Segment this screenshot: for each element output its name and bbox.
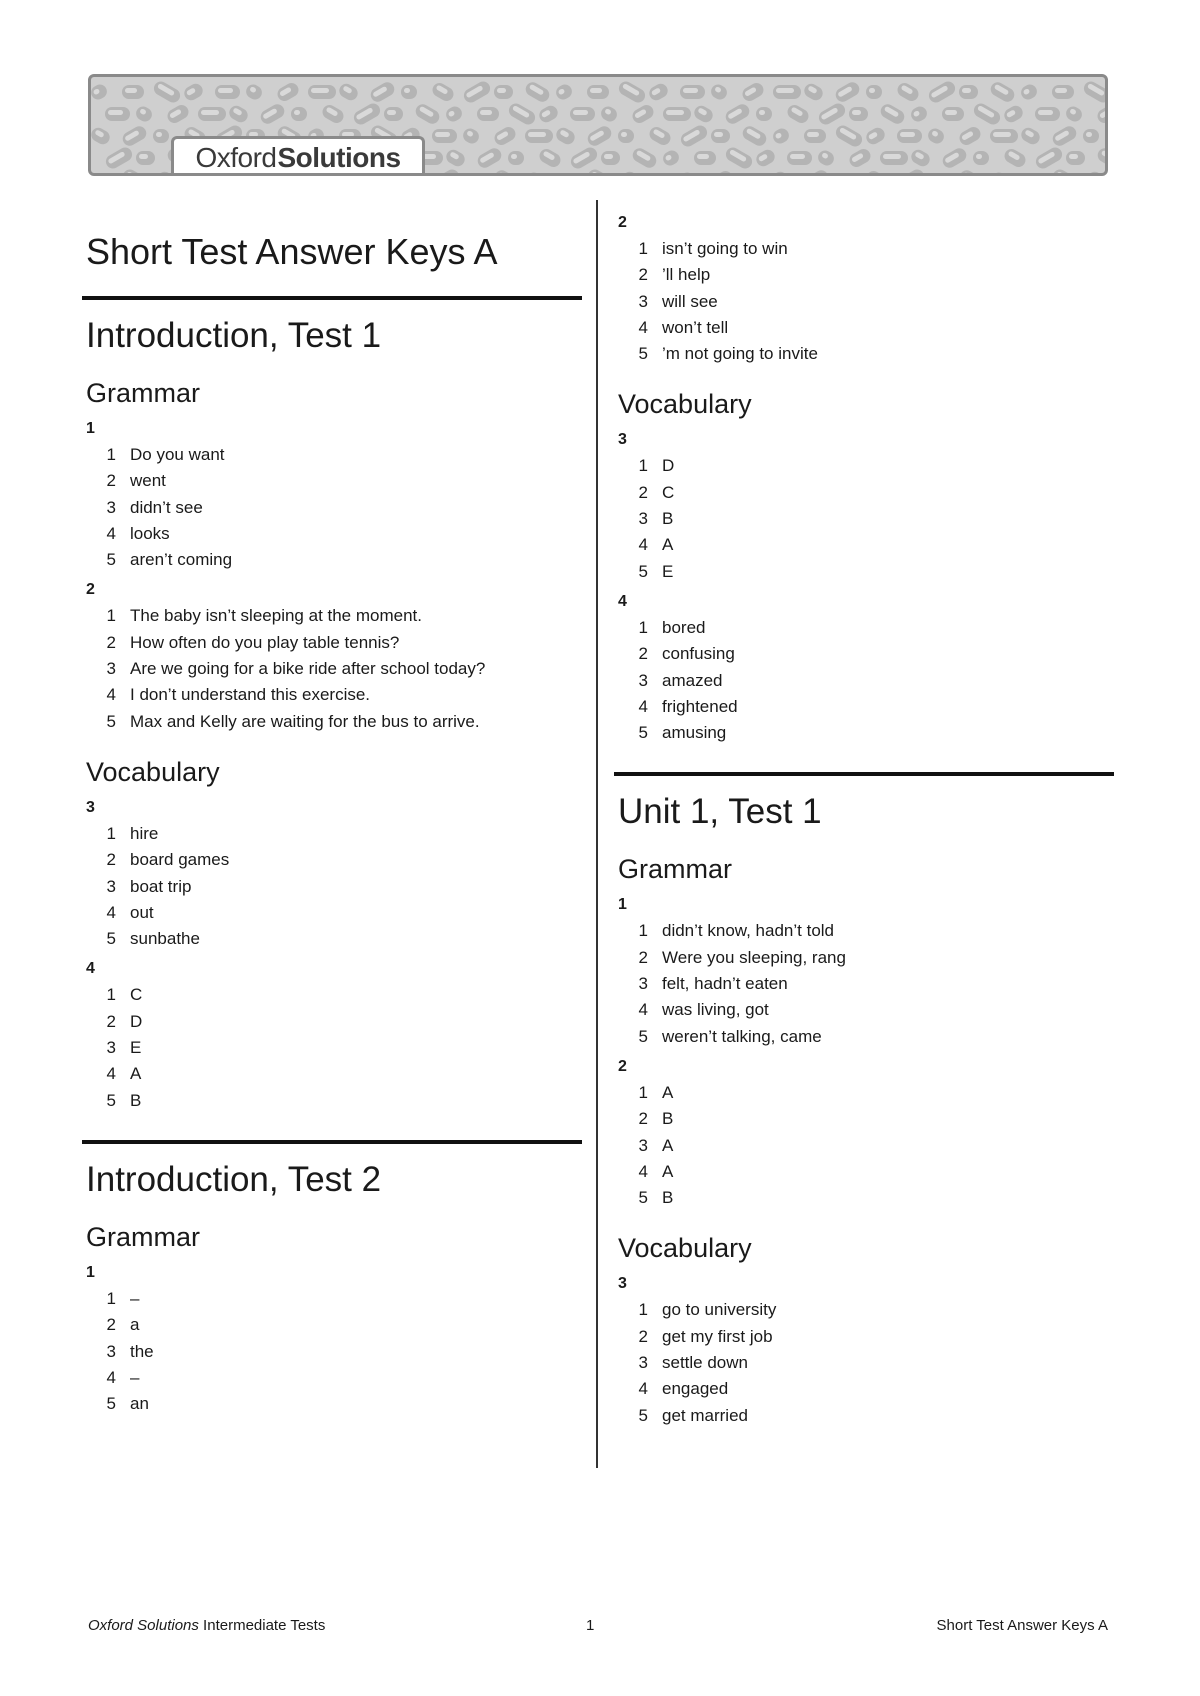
answer-text: get married [662,1405,748,1425]
banner-pill-highlight [108,110,123,115]
answer-item [616,1080,1112,1106]
answer-number: 5 [638,1188,648,1208]
exercise [616,591,1112,746]
exercise-number: 2 [618,214,627,231]
exercise [616,429,1112,584]
answer-item [616,1403,1112,1429]
answer-number: 5 [638,1405,648,1425]
exercise-number: 1 [618,896,627,914]
banner-pill [1081,169,1104,173]
exercise-number: 3 [86,798,95,816]
answer-text: How often do you play table tennis? [130,632,400,652]
banner-pill [1050,167,1081,173]
answer-item [84,547,580,573]
answer-item [84,468,580,494]
answer-number: 4 [106,1064,116,1084]
answer-item [84,1391,580,1417]
answer-item [84,603,580,629]
banner-pill-highlight [945,110,957,115]
answer-text: Were you sleeping, rang [662,947,846,967]
answer-item [84,926,580,952]
exercise-number: 2 [618,1057,627,1075]
answer-number: 2 [106,471,116,491]
answer-number: 4 [638,696,648,716]
unit-heading: Introduction, Test 1 [86,316,382,355]
answer-text: – [130,1288,140,1308]
banner-pill [802,168,831,173]
answer-text: isn’t going to win [662,239,788,258]
answer-number: 2 [106,632,116,652]
banner-pill-highlight [511,154,517,159]
answer-number: 2 [638,644,648,664]
answer-text: won’t tell [662,317,729,337]
exercise-number: 3 [618,1275,627,1293]
banner-pill [895,167,926,173]
banner-pill [616,169,639,173]
answer-number: 1 [106,823,116,843]
answer-item [84,847,580,873]
answer-item [616,289,1112,315]
exercise [616,1273,1112,1428]
left-column [84,200,580,1417]
exercise-number: 2 [86,581,95,599]
answer-item [84,1339,580,1365]
banner-pill [864,168,890,173]
answer-number: 4 [638,1161,648,1181]
page-number: 1 [586,1617,595,1634]
answer-item [616,694,1112,720]
exercise [616,1056,1112,1211]
exercise [84,579,580,734]
right-column [616,206,1112,1429]
footer-section-title: Short Test Answer Keys A [936,1617,1108,1634]
answer-number: 1 [106,1288,116,1308]
answer-number: 5 [106,711,116,731]
answer-item [84,821,580,847]
exercise [84,418,580,573]
section-heading: Grammar [86,378,200,408]
banner-pill-highlight [714,132,723,137]
banner-pill [678,170,699,173]
answer-text: didn’t know, hadn’t told [662,921,835,941]
answer-number: 1 [106,985,116,1005]
banner-pill-highlight [528,132,546,137]
banner-pill-highlight [139,154,148,159]
answer-number: 1 [106,606,116,626]
answer-number: 2 [638,947,648,967]
banner-pill [1095,146,1105,171]
answer-text: B [662,1109,674,1129]
answer-text: amazed [662,670,723,690]
banner-pill [430,167,461,173]
answer-text: went [130,471,166,491]
banner-pill-highlight [900,132,915,137]
banner-pill-highlight [604,154,613,159]
logo-text-bold: Solutions [277,141,401,173]
banner-pill [957,168,986,173]
exercise [616,894,1112,1049]
answer-text: Do you want [130,445,225,464]
logo-text-light: Oxford [195,141,277,173]
exercise-number: 1 [86,420,95,437]
answer-item [616,532,1112,558]
column-divider [596,200,598,1468]
answer-text: amusing [662,723,727,743]
answer-item [616,315,1112,341]
answer-item [616,1350,1112,1376]
answer-number: 4 [638,1379,648,1399]
banner-pill [523,170,544,173]
answer-item [84,495,580,521]
answer-number: 4 [106,523,116,543]
answer-item [616,641,1112,667]
answer-text: A [130,1064,142,1084]
answer-text: E [130,1038,142,1058]
answer-number: 4 [638,317,648,337]
answer-item [84,442,580,468]
answer-text: aren’t coming [130,550,233,570]
banner-pill [771,169,794,173]
answer-text: A [662,1161,674,1181]
answer-text: I don’t understand this exercise. [130,685,371,705]
oxford-solutions-logo [171,136,425,176]
answer-text: D [662,456,675,476]
answer-number: 4 [638,1000,648,1020]
answer-text: ’m not going to invite [662,344,818,364]
answer-item [84,1286,580,1312]
answer-text: board games [130,850,230,870]
answer-number: 2 [106,850,116,870]
answer-number: 3 [638,1353,648,1373]
answer-number: 5 [638,561,648,581]
answer-item [616,236,1112,262]
answer-text: boat trip [130,876,192,896]
answer-number: 5 [106,929,116,949]
answer-number: 1 [638,617,648,637]
answer-item [84,900,580,926]
answer-item [616,997,1112,1023]
banner-pill-highlight [869,88,875,93]
answer-text: looks [130,523,170,543]
answer-text: A [662,1082,674,1102]
exercise [616,212,1112,367]
answer-number: 5 [106,1090,116,1110]
banner-pill [988,170,1009,173]
section-heading: Vocabulary [618,1233,752,1264]
answer-text: an [130,1394,149,1414]
answer-number: 3 [638,974,648,994]
answer-item [84,1365,580,1391]
answer-text: bored [662,617,706,637]
exercise-number: 3 [618,431,627,449]
section-heading: Vocabulary [86,756,220,787]
answer-text: didn’t see [130,497,203,517]
answer-text: frightened [662,696,738,716]
banner-pill-highlight [790,154,805,159]
answer-text: C [130,985,143,1005]
answer-item [616,1324,1112,1350]
answer-number: 1 [638,1082,648,1102]
footer-book-title [88,1616,325,1636]
answer-text: – [130,1367,140,1387]
section-heading: Grammar [86,1221,200,1252]
answer-number: 5 [638,344,648,364]
answer-item [84,630,580,656]
answer-item [84,1061,580,1087]
banner-pill-highlight [1038,110,1053,115]
footer-book-italic: Oxford Solutions [88,1617,199,1634]
answer-text: B [130,1090,142,1110]
banner-pill-highlight [1086,132,1092,137]
answer-item [616,1185,1112,1211]
answer-text: will see [662,291,718,311]
answer-number: 2 [638,482,648,502]
unit-divider [82,1140,582,1144]
answer-number: 3 [106,1038,116,1058]
unit-divider [614,772,1114,776]
banner-pill-highlight [156,132,162,137]
answer-item [616,918,1112,944]
exercise-number: 4 [86,960,95,978]
header-banner [88,74,1108,176]
answer-text: the [130,1341,154,1361]
answer-item [84,656,580,682]
answer-text: Max and Kelly are waiting for the bus to arrive. [130,711,480,731]
answer-text: The baby isn’t sleeping at the moment. [130,606,422,626]
answer-text: confusing [662,644,735,664]
answer-number: 3 [638,670,648,690]
exercise [84,797,580,952]
answer-text: weren’t talking, came [662,1026,822,1046]
banner-pill-highlight [976,154,982,159]
answer-item [84,1035,580,1061]
answer-item [616,1133,1112,1159]
answer-item [84,1009,580,1035]
banner-pill-highlight [435,132,450,137]
answer-item [616,341,1112,367]
banner-pill-highlight [387,110,396,115]
answer-item [84,1088,580,1114]
answer-text: engaged [662,1379,729,1399]
banner-pill-highlight [993,132,1011,137]
answer-number: 3 [106,497,116,517]
answer-number: 3 [638,509,648,529]
exercise-number: 1 [86,1263,95,1281]
banner-pill-highlight [1069,154,1078,159]
banner-pill-highlight [590,88,602,93]
banner-pill [585,167,616,173]
answer-item [84,682,580,708]
answer-item [84,982,580,1008]
answer-text: ’ll help [662,265,711,285]
exercise [84,958,580,1113]
banner-pill [120,167,151,173]
banner-pill-highlight [218,88,233,93]
answer-item [84,1312,580,1338]
answer-number: 1 [638,921,648,941]
answer-number: 5 [638,723,648,743]
banner-pill [492,168,521,173]
answer-number: 2 [106,1011,116,1031]
answer-item [616,615,1112,641]
answer-text: Are we going for a bike ride after school today? [130,659,486,679]
answer-number: 4 [638,535,648,555]
answer-number: 4 [106,685,116,705]
banner-pill-highlight [962,88,971,93]
answer-number: 4 [106,1367,116,1387]
exercise-number: 4 [618,592,627,610]
unit-heading: Introduction, Test 2 [86,1159,382,1199]
answer-item [616,262,1112,288]
banner-pill-highlight [497,88,506,93]
answer-text: was living, got [662,1000,769,1020]
banner-pill-highlight [683,88,698,93]
banner-pill-highlight [666,110,684,115]
answer-number: 3 [106,1341,116,1361]
answer-item [616,559,1112,585]
answer-number: 3 [638,291,648,311]
answer-item [616,506,1112,532]
section-heading: Vocabulary [618,389,752,420]
answer-text: felt, hadn’t eaten [662,974,788,994]
answer-text: a [130,1315,140,1335]
answer-text: B [662,1188,674,1208]
answer-number: 3 [638,1135,648,1155]
answer-number: 3 [106,876,116,896]
banner-pill-highlight [125,88,137,93]
banner-pill-highlight [621,132,627,137]
answer-text: A [662,535,674,555]
answer-item [84,521,580,547]
document-title: Short Test Answer Keys A [86,231,498,272]
answer-number: 2 [638,265,648,285]
answer-item [616,480,1112,506]
answer-text: E [662,561,674,581]
answer-number: 1 [106,445,116,464]
answer-number: 5 [638,1026,648,1046]
answer-text: get my first job [662,1326,773,1346]
answer-text: A [662,1135,674,1155]
exercise [84,1262,580,1417]
answer-number: 3 [106,659,116,679]
answer-text: hire [130,823,159,843]
banner-pill-highlight [697,154,709,159]
answer-item [84,709,580,735]
answer-item [84,874,580,900]
answer-text: sunbathe [130,929,200,949]
banner-pill-highlight [852,110,861,115]
banner-pill-highlight [294,110,300,115]
answer-number: 2 [106,1315,116,1335]
answer-item [616,1106,1112,1132]
banner-pill-highlight [776,88,794,93]
banner-pill-highlight [573,110,588,115]
answer-item [616,1376,1112,1402]
banner-pill-highlight [759,110,765,115]
banner-pill-highlight [1055,88,1067,93]
banner-pill-highlight [480,110,492,115]
answer-item [616,1159,1112,1185]
answer-number: 4 [106,902,116,922]
answer-text: out [130,902,154,922]
answer-number: 1 [638,239,648,258]
answer-number: 2 [638,1326,648,1346]
section-heading: Grammar [618,854,732,885]
answer-text: B [662,509,674,529]
footer-book-rest: Intermediate Tests [198,1617,326,1634]
unit-divider [82,296,582,300]
answer-text: settle down [662,1353,748,1373]
answer-item [616,1297,1112,1323]
answer-item [616,945,1112,971]
banner-pill-highlight [311,88,329,93]
answer-item [616,720,1112,746]
answer-number: 1 [638,1300,648,1320]
banner-pill-highlight [807,132,819,137]
answer-text: D [130,1011,143,1031]
answer-number: 2 [638,1109,648,1129]
unit-heading: Unit 1, Test 1 [618,792,822,832]
banner-pill [709,168,735,173]
answer-number: 5 [106,1394,116,1414]
answer-number: 5 [106,550,116,570]
answer-item [616,453,1112,479]
answer-item [616,668,1112,694]
answer-item [616,971,1112,997]
answer-number: 1 [638,456,648,476]
answer-text: C [662,482,675,502]
banner-pill-highlight [404,88,410,93]
answer-text: go to university [662,1300,777,1320]
banner-pill-highlight [883,154,901,159]
banner-pill-highlight [201,110,219,115]
answer-item [616,1024,1112,1050]
